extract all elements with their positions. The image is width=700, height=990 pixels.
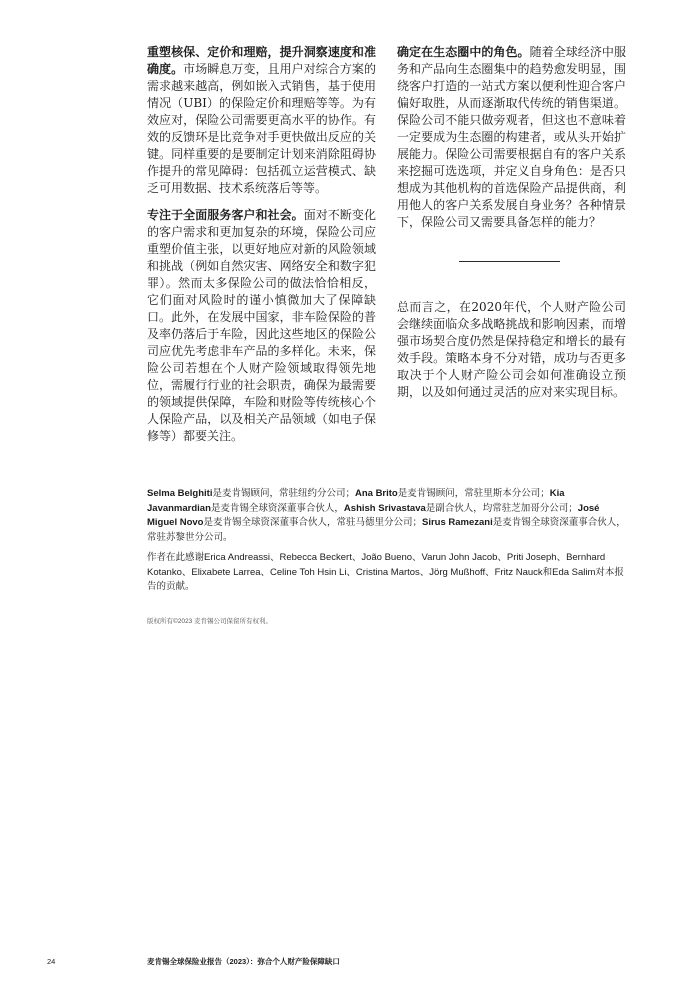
paragraph-customers-society: [147, 207, 376, 445]
left-column: [147, 44, 376, 455]
author-name: Kia Javanmardian: [147, 488, 565, 514]
author-role: 是麦肯锡全球资深董事合伙人，常驻苏黎世分公司。: [147, 517, 626, 543]
author-bios: [147, 487, 630, 545]
copyright-notice: 版权所有©2023 麦肯锡公司保留所有权利。: [147, 618, 273, 625]
paragraph-lead: 专注于全面服务客户和社会。: [147, 208, 304, 222]
paragraph-lead: 确定在生态圈中的角色。: [397, 45, 530, 59]
paragraph-body: 随着全球经济中服务和产品向生态圈集中的趋势愈发明显，围绕客户打造的一站式方案以便利性迎合客户偏好取胜，从而逐渐取代传统的销售渠道。保险公司不能只做旁观者，但这也不意味着一定要成为生态圈的构建者，或从头开始扩展能力。保险公司需要根据自有的客户关系来挖掘可选选项，并定义自身角色：是否只想成为其他机构的首选保险产品提供商，利用他人的客户关系发展自身业务？各种情景下，保险公司又需要具备怎样的能力？: [397, 45, 626, 229]
right-column: [397, 44, 626, 411]
paragraph-body: 面对不断变化的客户需求和更加复杂的环境，保险公司应重塑价值主张，以更好地应对新的风险领域和挑战（例如自然灾害、网络安全和数字犯罪）。然而太多保险公司的做法恰恰相反，它们面对风险时的谨小慎微加大了保障缺口。此外，在发展中国家，非车险保险的普及率仍落后于车险，因此这些地区的保险公司应优先考虑非车产品的多样化。未来，保险公司若想在个人财产险领域取得领先地位，需履行行业的社会职责，确保为最需要的领域提供保障，车险和财险等传统核心个人保险产品，以及相关产品领域（如电子保修等）都要关注。: [147, 208, 376, 443]
footer-report-title: 麦肯锡全球保险业报告（2023）：弥合个人财产险保障缺口: [147, 957, 340, 966]
author-name: Ana Brito: [354, 488, 398, 499]
paragraph-underwriting-pricing: [147, 44, 376, 197]
page-number: 24: [47, 957, 56, 966]
acknowledgment: 作者在此感谢Erica Andreassi、Rebecca Beckert、João Bueno、Varun John Jacob、Priti Joseph、Bernhard Kotanko、Elixabete Larrea、Celine Toh Hsin Li、Cristina Martos、Jörg Mußhoff、Fritz Nauck和Eda Salim对本报告的贡献。: [147, 552, 624, 592]
author-name: Sirus Ramezani: [422, 517, 493, 528]
paragraph-body: 市场瞬息万变，且用户对综合方案的需求越来越高，例如嵌入式销售，基于使用情况（UBI）的保险定价和理赔等等。为有效应对，保险公司需要更高水平的协作。有效的反馈环是比竞争对手更快做出反应的关键。同样重要的是要制定计划来消除阻碍协作提升的常见障碍：包括孤立运营模式、缺乏可用数据、技术系统落后等等。: [147, 62, 376, 195]
paragraph-conclusion: 总而言之，在2020年代，个人财产险公司会继续面临众多战略挑战和影响因素，而增强市场契合度仍然是保持稳定和增长的最有效手段。策略本身不分对错，成功与否更多取决于个人财产险公司会如何准确设立预期，以及如何通过灵活的应对来实现目标。: [397, 300, 626, 399]
author-role: 是麦肯锡全球资深董事合伙人，: [210, 502, 344, 514]
paragraph-ecosystem-role: [397, 44, 626, 231]
author-role: 是副合伙人，均常驻芝加哥分公司；: [425, 502, 578, 514]
author-name: Ashish Srivastava: [343, 502, 426, 514]
paragraph-lead: 重塑核保、定价和理赔，提升洞察速度和准确度。: [147, 45, 376, 76]
author-name: José Miguel Novo: [147, 502, 600, 528]
section-divider: [459, 261, 560, 262]
author-role: 是麦肯锡顾问，常驻纽约分公司；: [212, 488, 355, 499]
author-name: Selma Belghiti: [147, 488, 213, 499]
author-role: 是麦肯锡顾问，常驻里斯本分公司；: [397, 488, 550, 499]
author-role: 是麦肯锡全球资深董事合伙人，常驻马德里分公司；: [203, 517, 422, 528]
credits-block: [147, 487, 630, 595]
